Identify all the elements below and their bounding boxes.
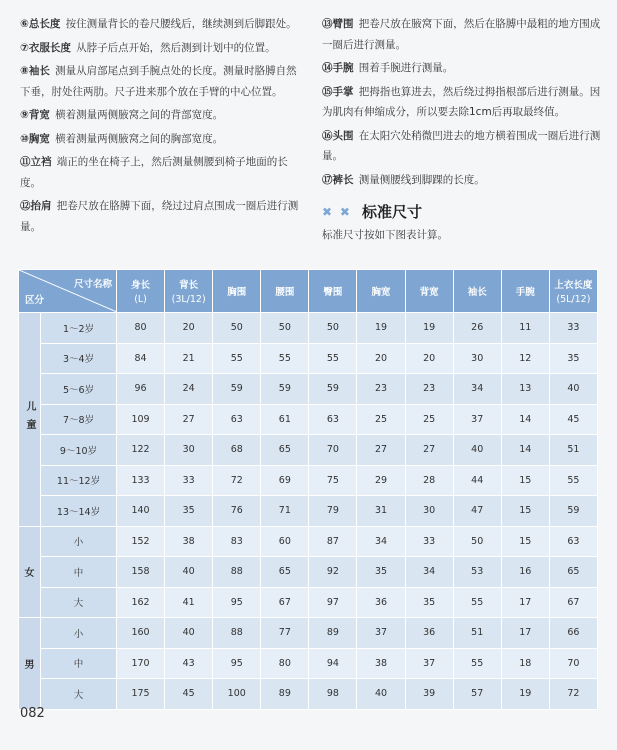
table-cell: 27 [357,435,405,466]
table-cell: 53 [453,557,501,588]
column-header-label: 臀围 [323,287,343,298]
table-cell: 63 [549,526,597,557]
item-term: 抬肩 [30,200,52,212]
table-cell: 19 [357,313,405,344]
table-cell: 89 [309,618,357,649]
corner-top-label: 尺寸名称 [73,279,112,290]
table-cell: 68 [213,435,261,466]
size-label: 5～6岁 [41,374,117,405]
item-term: 衣服长度 [28,41,71,54]
table-cell: 55 [549,465,597,496]
table-cell: 17 [501,587,549,618]
measurement-item [20,14,305,35]
table-row [19,618,598,649]
table-cell: 70 [549,648,597,679]
table-cell: 51 [453,618,501,649]
column-header [165,270,213,313]
size-label: 1～2岁 [41,313,117,344]
table-cell: 45 [549,404,597,435]
table-cell: 36 [405,618,453,649]
table-cell: 40 [453,435,501,466]
column-header-formula: (3L/12) [171,294,206,305]
table-cell: 17 [501,618,549,649]
table-cell: 16 [501,557,549,588]
table-cell: 28 [405,465,453,496]
item-text: 测量侧腰线到脚踝的长度。 [358,173,485,186]
table-cell: 35 [357,557,405,588]
table-cell: 60 [261,526,309,557]
column-header [501,270,549,313]
group-label: 男 [19,618,41,710]
measurement-item [20,38,305,59]
table-row [19,679,598,710]
table-header-row [19,270,598,313]
table-cell: 37 [453,404,501,435]
table-cell: 65 [549,557,597,588]
item-number: ⑧ [20,65,29,77]
table-cell: 33 [165,465,213,496]
table-cell: 27 [405,435,453,466]
column-header [549,270,597,313]
table-cell: 19 [501,679,549,710]
table-cell: 75 [309,465,357,496]
table-cell: 95 [213,587,261,618]
table-cell: 45 [165,679,213,710]
table-cell: 44 [453,465,501,496]
table-cell: 39 [405,679,453,710]
table-cell: 89 [261,679,309,710]
item-text: 从脖子后点开始，然后测到计划中的位置。 [76,41,276,54]
table-cell: 70 [309,435,357,466]
table-cell: 175 [117,679,165,710]
table-row [19,648,598,679]
item-number: ⑨ [20,109,29,121]
left-column [20,14,305,240]
table-cell: 40 [165,557,213,588]
corner-bottom-label: 区分 [25,295,45,306]
table-cell: 20 [357,343,405,374]
table-cell: 92 [309,557,357,588]
measurement-item [20,129,305,150]
size-label: 小 [41,526,117,557]
table-cell: 67 [261,587,309,618]
item-text: 端正的坐在椅子上，然后测量侧腰到椅子地面的长度。 [20,156,288,189]
table-cell: 20 [405,343,453,374]
table-cell: 158 [117,557,165,588]
table-cell: 18 [501,648,549,679]
table-cell: 25 [357,404,405,435]
table-cell: 84 [117,343,165,374]
table-cell: 160 [117,618,165,649]
item-text: 把拇指也算进去，然后绕过拇指根部后进行测量。因为肌肉有伸缩成分，所以要去除1cm后再取最终值。 [322,85,601,118]
table-cell: 69 [261,465,309,496]
table-cell: 59 [549,496,597,527]
item-term: 袖长 [28,65,50,77]
table-cell: 59 [261,374,309,405]
item-term: 总长度 [28,18,61,30]
item-number: ⑥ [20,18,29,30]
table-cell: 30 [165,435,213,466]
table-cell: 41 [165,587,213,618]
table-row [19,343,598,374]
table-cell: 38 [165,526,213,557]
table-cell: 77 [261,618,309,649]
table-cell: 11 [501,313,549,344]
table-cell: 23 [357,374,405,405]
column-header-label: 腰围 [275,287,295,298]
item-text: 围着手腕进行测量。 [358,62,454,74]
table-cell: 162 [117,587,165,618]
table-cell: 59 [309,374,357,405]
table-cell: 152 [117,526,165,557]
size-label: 中 [41,648,117,679]
column-header-label: 胸围 [227,287,247,298]
table-cell: 40 [357,679,405,710]
table-cell: 88 [213,557,261,588]
measurement-item [20,61,305,102]
table-cell: 170 [117,648,165,679]
decorative-cross-icon: ✖ ✖ [322,205,352,219]
table-cell: 31 [357,496,405,527]
table-body [19,313,598,710]
table-cell: 40 [549,374,597,405]
right-column [322,14,605,245]
table-cell: 12 [501,343,549,374]
table-cell: 21 [165,343,213,374]
item-term: 裤长 [332,173,354,186]
column-header-formula: (L) [134,294,147,305]
item-text: 把卷尺放在胳膊下面，绕过过肩点围成一圈后进行测量。 [20,200,299,233]
item-number: ⑯ [322,129,333,142]
size-label: 中 [41,557,117,588]
table-cell: 80 [261,648,309,679]
table-row [19,587,598,618]
table-cell: 34 [453,374,501,405]
table-cell: 40 [165,618,213,649]
section-title: 标准尺寸 [361,203,422,221]
table-cell: 57 [453,679,501,710]
column-header-label: 背宽 [419,287,439,298]
table-cell: 100 [213,679,261,710]
table-cell: 13 [501,374,549,405]
table-cell: 83 [213,526,261,557]
item-term: 胸宽 [28,132,50,145]
table-cell: 20 [165,313,213,344]
item-number: ⑰ [322,173,333,186]
table-cell: 97 [309,587,357,618]
size-label: 大 [41,587,117,618]
right-items [322,14,605,190]
group-label: 女 [19,526,41,618]
item-text: 测量从肩部尾点到手腕点处的长度。测量时胳膊自然下垂，肘处往两肋。尺子进来那个放在手臂的中心位置。 [20,65,297,98]
item-number: ⑩ [20,132,29,145]
item-term: 手掌 [332,85,354,98]
measurement-item [322,170,605,191]
table-cell: 122 [117,435,165,466]
item-number: ⑫ [20,200,31,212]
item-text: 在太阳穴处稍微凹进去的地方横着围成一圈后进行测量。 [322,129,601,162]
item-text: 把卷尺放在腋窝下面，然后在胳膊中最粗的地方围成一圈后进行测量。 [322,18,601,51]
item-term: 立裆 [30,156,52,168]
table-cell: 109 [117,404,165,435]
column-header [117,270,165,313]
table-cell: 71 [261,496,309,527]
table-cell: 88 [213,618,261,649]
table-cell: 65 [261,557,309,588]
table-cell: 36 [357,587,405,618]
item-text: 横着测量两侧腋窝之间的胸部宽度。 [55,132,224,145]
item-number: ⑮ [322,85,333,98]
table-cell: 38 [357,648,405,679]
table-cell: 55 [453,587,501,618]
measurement-item [322,14,605,55]
table-cell: 50 [213,313,261,344]
item-number: ⑦ [20,41,29,54]
table-cell: 37 [405,648,453,679]
table-cell: 23 [405,374,453,405]
column-header [357,270,405,313]
table-cell: 35 [549,343,597,374]
table-cell: 72 [549,679,597,710]
table-cell: 133 [117,465,165,496]
table-cell: 55 [213,343,261,374]
table-cell: 35 [405,587,453,618]
table-cell: 63 [213,404,261,435]
table-cell: 27 [165,404,213,435]
table-cell: 80 [117,313,165,344]
table-cell: 50 [453,526,501,557]
table-cell: 76 [213,496,261,527]
size-label: 9～10岁 [41,435,117,466]
table-cell: 37 [357,618,405,649]
table-row [19,526,598,557]
table-cell: 30 [453,343,501,374]
item-term: 背宽 [28,109,50,121]
table-cell: 72 [213,465,261,496]
size-label: 大 [41,679,117,710]
table-cell: 59 [213,374,261,405]
table-cell: 43 [165,648,213,679]
table-cell: 15 [501,465,549,496]
table-cell: 55 [309,343,357,374]
column-header [405,270,453,313]
table-cell: 87 [309,526,357,557]
table-cell: 140 [117,496,165,527]
column-header-label: 胸宽 [371,287,391,298]
table-cell: 19 [405,313,453,344]
table-cell: 94 [309,648,357,679]
table-cell: 55 [453,648,501,679]
table-cell: 79 [309,496,357,527]
section-header [322,202,605,223]
table-row [19,496,598,527]
table-row [19,465,598,496]
column-header-label: 手腕 [515,287,535,298]
column-header-label: 身长 [131,280,151,291]
page-number: 082 [20,706,45,721]
size-label: 3～4岁 [41,343,117,374]
table-cell: 95 [213,648,261,679]
group-label: 儿童 [19,313,41,527]
table-cell: 55 [261,343,309,374]
item-term: 头围 [332,129,354,142]
table-cell: 25 [405,404,453,435]
table-cell: 34 [357,526,405,557]
column-header-formula: (5L/12) [556,294,591,305]
table-cell: 24 [165,374,213,405]
table-cell: 50 [309,313,357,344]
section-subtitle: 标准尺寸按如下图表计算。 [322,228,448,241]
item-number: ⑬ [322,18,333,30]
table-corner-header [19,270,117,313]
size-label: 7～8岁 [41,404,117,435]
measurement-item [20,105,305,126]
measurement-item [20,196,305,237]
column-header-label: 上衣长度 [554,280,593,291]
table-cell: 61 [261,404,309,435]
table-cell: 15 [501,526,549,557]
size-table [18,269,598,710]
item-text: 按住测量背长的卷尺腰线后，继续测到后脚跟处。 [65,18,297,30]
table-cell: 35 [165,496,213,527]
table-row [19,557,598,588]
item-term: 手腕 [332,62,354,74]
table-cell: 30 [405,496,453,527]
measurement-item [322,58,605,79]
table-row [19,404,598,435]
table-row [19,313,598,344]
table-cell: 33 [405,526,453,557]
column-header [309,270,357,313]
item-text: 横着测量两侧腋窝之间的背部宽度。 [55,109,224,121]
table-row [19,374,598,405]
item-term: 臂围 [332,18,354,30]
table-cell: 47 [453,496,501,527]
table-cell: 63 [309,404,357,435]
table-cell: 96 [117,374,165,405]
size-label: 13～14岁 [41,496,117,527]
size-label: 小 [41,618,117,649]
table-cell: 26 [453,313,501,344]
column-header-label: 袖长 [467,287,487,298]
table-cell: 51 [549,435,597,466]
column-header [453,270,501,313]
table-cell: 65 [261,435,309,466]
table-cell: 29 [357,465,405,496]
size-label: 11～12岁 [41,465,117,496]
measurement-item [322,126,605,167]
table-cell: 14 [501,435,549,466]
table-cell: 33 [549,313,597,344]
column-header [261,270,309,313]
table-cell: 34 [405,557,453,588]
column-header-label: 背长 [179,280,199,291]
table-cell: 14 [501,404,549,435]
measurement-item [20,152,305,193]
table-cell: 67 [549,587,597,618]
table-cell: 66 [549,618,597,649]
table-cell: 15 [501,496,549,527]
column-header [213,270,261,313]
item-number: ⑭ [322,62,333,74]
table-cell: 50 [261,313,309,344]
table-cell: 98 [309,679,357,710]
table-row [19,435,598,466]
item-number: ⑪ [20,156,31,168]
measurement-item [322,82,605,123]
